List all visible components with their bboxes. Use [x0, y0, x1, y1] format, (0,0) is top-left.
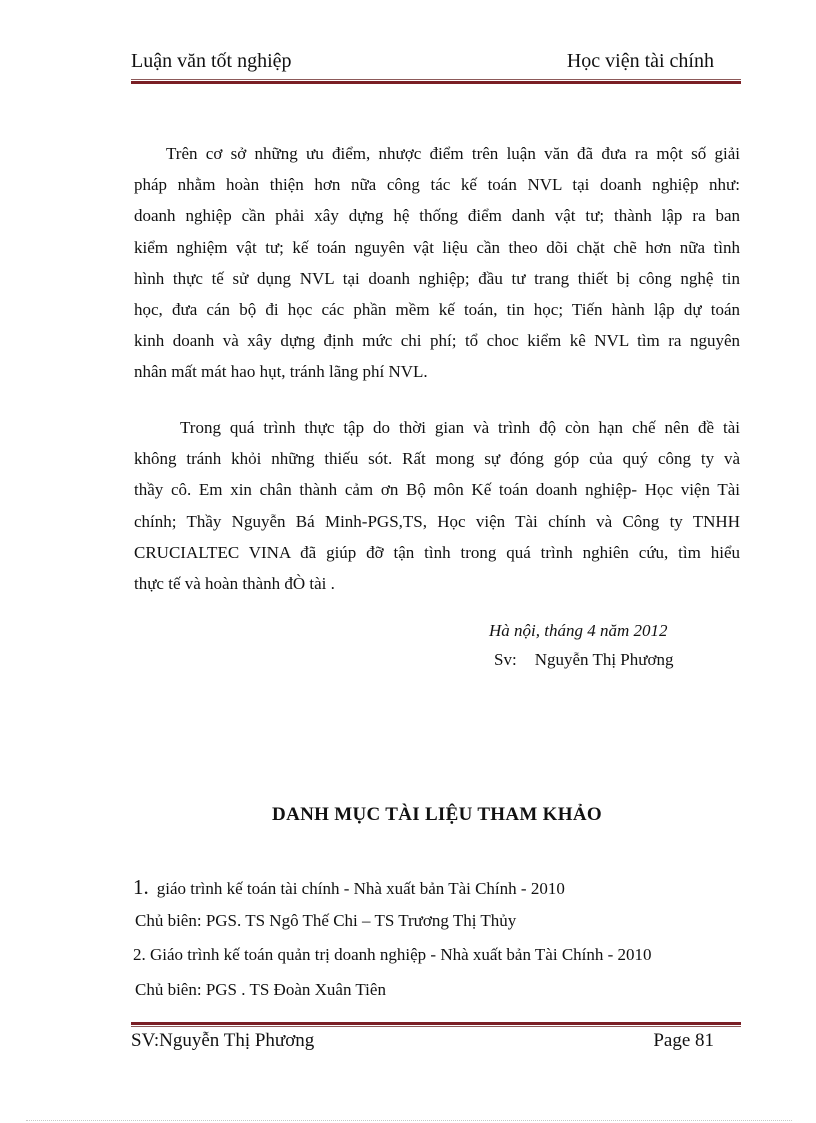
text-line: thầy cô. Em xin chân thành cảm ơn Bộ môn Kế toán doanh nghiệp- Học viện Tài [134, 480, 740, 500]
reference-text: Giáo trình kế toán quản trị doanh nghiệp - Nhà xuất bản Tài Chính - 2010 [150, 945, 652, 964]
text-line: học, đưa cán bộ đi học các phần mềm kế toán, tin học; Tiến hành lập dự toán [134, 300, 740, 320]
reference-number: 2. [133, 945, 146, 964]
reference-text: giáo trình kế toán tài chính - Nhà xuất bản Tài Chính - 2010 [156, 879, 565, 898]
footer-student: SV:Nguyễn Thị Phương [131, 1030, 315, 1051]
signature-block [489, 621, 673, 670]
footer-divider [131, 1022, 741, 1027]
page-header [131, 50, 741, 80]
header-divider [131, 79, 741, 84]
page-number: Page 81 [653, 1030, 714, 1051]
reference-item [133, 872, 652, 903]
reference-item [133, 938, 652, 972]
text-line: nhân mất mát hao hụt, tránh lãng phí NVL. [134, 362, 428, 382]
text-line: CRUCIALTEC VINA đã giúp đỡ tận tình trong quá trình nghiên cứu, tìm hiểu [134, 542, 740, 562]
header-thesis-title: Luận văn tốt nghiệp [131, 50, 292, 72]
sv-label: Sv: [494, 650, 517, 669]
reference-editor: Chủ biên: PGS. TS Ngô Thế Chi – TS Trương Thị Thủy [135, 911, 517, 930]
text-line: hình thực tế sử dụng NVL tại doanh nghiệp; đầu tư trang thiết bị công nghệ tin [134, 268, 740, 288]
text-line: doanh nghiệp cần phải xây dựng hệ thống điểm danh vật tư; thành lập ra ban [134, 206, 740, 226]
text-line: thực tế và hoàn thành đÒ tài . [134, 574, 335, 594]
reference-editor: Chủ biên: PGS . TS Đoàn Xuân Tiên [135, 980, 386, 999]
text-line: Trên cơ sở những ưu điểm, nhược điểm trên luận văn đã đưa ra một số giải [166, 144, 740, 163]
text-line: pháp nhằm hoàn thiện hơn nữa công tác kế toán NVL tại doanh nghiệp như: [134, 175, 740, 195]
references-list [133, 872, 652, 1007]
signature-date: Hà nội, tháng 4 năm 2012 [489, 621, 668, 640]
text-line: kinh doanh và xây dựng định mức chi phí; tổ choc kiểm kê NVL tìm ra nguyên [134, 331, 740, 351]
page-footer [131, 1030, 741, 1056]
reference-number: 1. [133, 875, 149, 899]
text-line: chính; Thầy Nguyễn Bá Minh-PGS,TS, Học viện Tài chính và Công ty TNHH [134, 511, 740, 531]
references-heading: DANH MỤC TÀI LIỆU THAM KHẢO [272, 804, 602, 825]
text-line: không tránh khỏi những thiếu sót. Rất mong sự đóng góp của quý công ty và [134, 449, 740, 469]
student-name: Nguyễn Thị Phương [534, 650, 674, 669]
conclusion-paragraph-2 [134, 412, 740, 599]
signature-name-row [494, 650, 673, 670]
header-institution: Học viện tài chính [566, 50, 714, 72]
page-boundary-line [26, 1120, 792, 1121]
text-line: kiểm nghiệm vật tư; kế toán nguyên vật liệu cần theo dõi chặt chẽ hơn nữa tình [134, 237, 740, 257]
text-line: Trong quá trình thực tập do thời gian và trình độ còn hạn chế nên đề tài [180, 418, 740, 437]
conclusion-paragraph-1 [134, 138, 740, 388]
